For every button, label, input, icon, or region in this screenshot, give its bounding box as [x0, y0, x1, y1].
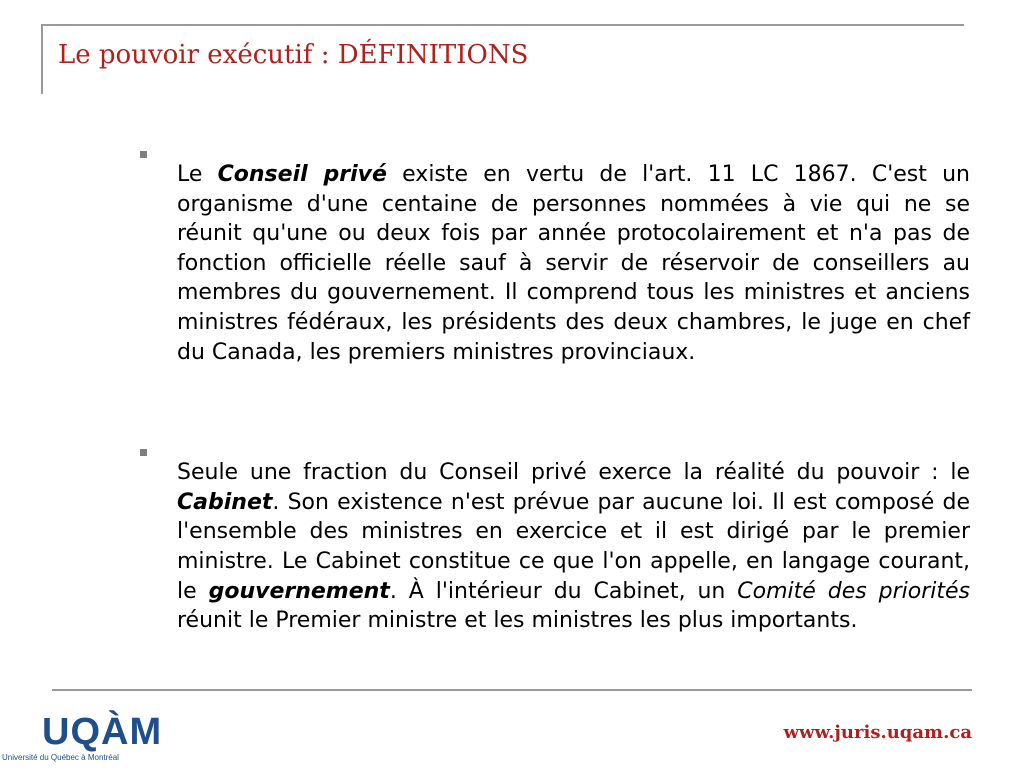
footer-divider: [52, 689, 972, 691]
bullet-item: [140, 138, 970, 389]
title-frame-top-line: [42, 24, 964, 26]
term-comite-des-priorites: Comité des priorités: [737, 578, 970, 604]
term-conseil-prive: Conseil privé: [217, 162, 387, 187]
square-bullet-icon: [140, 151, 147, 158]
text-run: existe en vertu de l'art. 11 LC 1867. C'est un organisme d'une centaine de personnes nommées à vie qui ne se réunit qu'une ou deux fois par année protocolairement et n'a pas de fonction officielle réelle sauf à servir de réservoir de conseillers au membres du gouvernement. Il comprend tous les ministres et anciens ministres fédéraux, les présidents des deux chambres, le juge en chef du Canada, les premiers ministres provinciaux.: [177, 162, 970, 365]
square-bullet-icon: [140, 449, 147, 456]
logo-wordmark: UQÀM: [42, 711, 163, 753]
uqam-logo: [2, 712, 162, 768]
bullet-paragraph: [177, 458, 970, 636]
title-frame-left-line: [41, 24, 43, 94]
text-run: . Son existence n'est prévue par aucune loi. Il est composé de l'ensemble des ministres en exercice et il est dirigé par le premier ministre. Le Cabinet constitue ce que l'on appelle, en langage courant, le: [177, 489, 970, 604]
text-run: Seule une fraction du Conseil privé exerce la réalité du pouvoir : le: [177, 460, 970, 486]
text-run: . À l'intérieur du Cabinet, un: [389, 578, 738, 604]
text-run: réunit le Premier ministre et les ministres les plus importants.: [177, 608, 858, 634]
term-gouvernement: gouvernement: [208, 578, 390, 604]
text-run: Le: [177, 162, 218, 187]
website-link[interactable]: www.juris.uqam.ca: [783, 722, 972, 743]
term-cabinet: Cabinet: [177, 489, 273, 515]
slide-title: Le pouvoir exécutif : DÉFINITIONS: [58, 40, 529, 70]
slide-content: [140, 138, 970, 658]
bullet-paragraph: [177, 160, 970, 367]
logo-subtitle: Université du Québec à Montréal: [2, 753, 119, 762]
bullet-item: [140, 436, 970, 658]
